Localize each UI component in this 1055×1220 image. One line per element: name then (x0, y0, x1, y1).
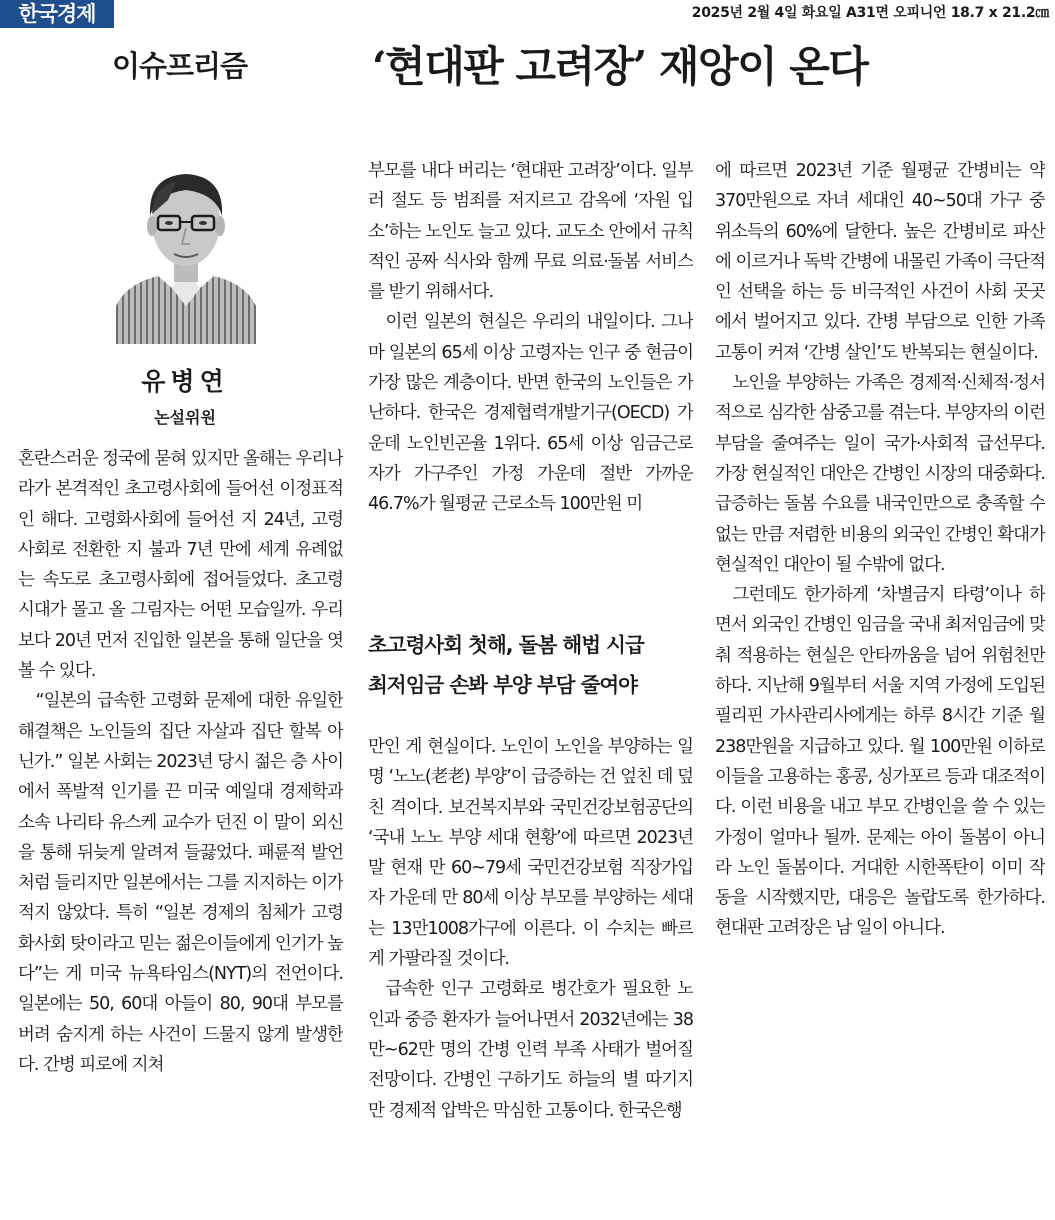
paragraph: 혼란스러운 정국에 묻혀 있지만 올해는 우리나라가 본격적인 초고령사회에 들어선 이정표적인 해다. 고령화사회에 들어선 지 24년, 고령사회로 전환한 지 불과 7년 만에 세계 유례없는 속도로 초고령사회에 접어들었다. 초고령 시대가 몰고 올 그림자는 어떤 모습일까. 우리보다 20년 먼저 진입한 일본을 통해 일단을 엿볼 수 있다. (18, 449, 343, 682)
paragraph: 부모를 내다 버리는 ‘현대판 고려장’이다. 일부러 절도 등 범죄를 저지르고 감옥에 ‘자원 입소’하는 노인도 늘고 있다. 교도소 안에서 규칙적인 공짜 식사와 함께 무료 의료·돌봄 서비스를 받기 위해서다. (368, 161, 693, 303)
author-name: 유병연 (141, 367, 229, 396)
newspaper-logo: 한국경제 (0, 0, 114, 28)
column-section-name: 이슈프리즘 (112, 49, 248, 83)
author-portrait-photo (116, 156, 256, 344)
article-headline: ‘현대판 고려장’ 재앙이 온다 (372, 42, 868, 91)
article-column-3 (715, 156, 1045, 1214)
article-subheadline (368, 625, 703, 705)
paragraph: 그런데도 한가하게 ‘차별금지 타령’이나 하면서 외국인 간병인 임금을 국내 최저임금에 맞춰 적용하는 현실은 안타까움을 넘어 위험천만하다. 지난해 9월부터 서울 지역 가정에 도입된 필리핀 가사관리사에게는 하루 8시간 기준 월 238만원을 지급하고 있다. 월 100만원 이하로 이들을 고용하는 홍콩, 싱가포르 등과 대조적이다. 이런 비용을 내고 부모 간병인을 쓸 수 있는 가정이 얼마나 될까. 문제는 아이 돌봄이 아니라 노인 돌봄이다. 거대한 시한폭탄이 이미 작동을 시작했지만, 대응은 놀랍도록 한가하다. 현대판 고려장은 남 일이 아니다. (715, 585, 1045, 939)
paragraph: 급속한 인구 고령화로 병간호가 필요한 노인과 중증 환자가 늘어나면서 2032년에는 38만~62만 명의 간병 인력 부족 사태가 벌어질 전망이다. 간병인 구하기도 하늘의 별 따기지만 경제적 압박은 막심한 고통이다. 한국은행 (368, 979, 693, 1121)
paragraph: 만인 게 현실이다. 노인이 노인을 부양하는 일명 ‘노노(老老) 부양’이 급증하는 건 엎친 데 덮친 격이다. 보건복지부와 국민건강보험공단의 ‘국내 노노 부양 세대 현황’에 따르면 2023년 말 현재 만 60~79세 국민건강보험 직장가입자 가운데 만 80세 이상 부모를 부양하는 세대는 13만1008가구에 이른다. 이 수치는 빠르게 가팔라질 것이다. (368, 737, 693, 970)
article-column-2-bottom (368, 732, 693, 1214)
article-column-2-top (368, 156, 693, 611)
subheadline-line: 초고령사회 첫해, 돌봄 해법 시급 (368, 633, 644, 657)
subheadline-line: 최저임금 손봐 부양 부담 줄여야 (368, 673, 637, 697)
author-title: 논설위원 (154, 408, 216, 427)
paragraph: 이런 일본의 현실은 우리의 내일이다. 그나마 일본의 65세 이상 고령자는 인구 중 현금이 가장 많은 계층이다. 반면 한국의 노인들은 가난하다. 한국은 경제협력개발기구(OECD) 가운데 노인빈곤율 1위다. 65세 이상 임금근로자가 가구주인 가정 가운데 절반 가까운 46.7%가 월평균 근로소득 100만원 미 (368, 312, 693, 515)
paragraph: “일본의 급속한 고령화 문제에 대한 유일한 해결책은 노인들의 집단 자살과 집단 할복 아닌가.” 일본 사회는 2023년 당시 젊은 층 사이에서 폭발적 인기를 끈 미국 예일대 경제학과 소속 나리타 유스케 교수가 던진 이 말이 외신을 통해 뒤늦게 알려져 들끓었다. 패륜적 발언처럼 들리지만 일본에서는 그를 지지하는 이가 적지 않았다. 특히 “일본 경제의 침체가 고령화사회 탓이라고 믿는 젊은이들에게 인기가 높다”는 게 미국 뉴욕타임스(NYT)의 전언이다. 일본에는 50, 60대 아들이 80, 90대 부모를 버려 숨지게 하는 사건이 드물지 않게 발생한다. 간병 피로에 지쳐 (18, 691, 343, 1075)
article-column-1 (18, 444, 343, 1214)
paragraph: 노인을 부양하는 가족은 경제적·신체적·정서적으로 심각한 삼중고를 겪는다. 부양자의 이런 부담을 줄여주는 일이 국가·사회적 급선무다. 가장 현실적인 대안은 간병인 시장의 대중화다. 급증하는 돌봄 수요를 내국인만으로 충족할 수 없는 만큼 저렴한 비용의 외국인 간병인 확대가 현실적인 대안이 될 수밖에 없다. (715, 373, 1045, 575)
paragraph: 에 따르면 2023년 기준 월평균 간병비는 약 370만원으로 자녀 세대인 40~50대 가구 중위소득의 60%에 달한다. 높은 간병비로 파산에 이르거나 독박 간병에 내몰린 가족이 극단적인 선택을 하는 등 비극적인 사건이 사회 곳곳에서 벌어지고 있다. 간병 부담으로 인한 가족 고통이 커져 ‘간병 살인’도 반복되는 현실이다. (715, 161, 1045, 363)
publication-info: 2025년 2월 4일 화요일 A31면 오피니언 18.7 x 21.2㎝ (691, 5, 1049, 21)
